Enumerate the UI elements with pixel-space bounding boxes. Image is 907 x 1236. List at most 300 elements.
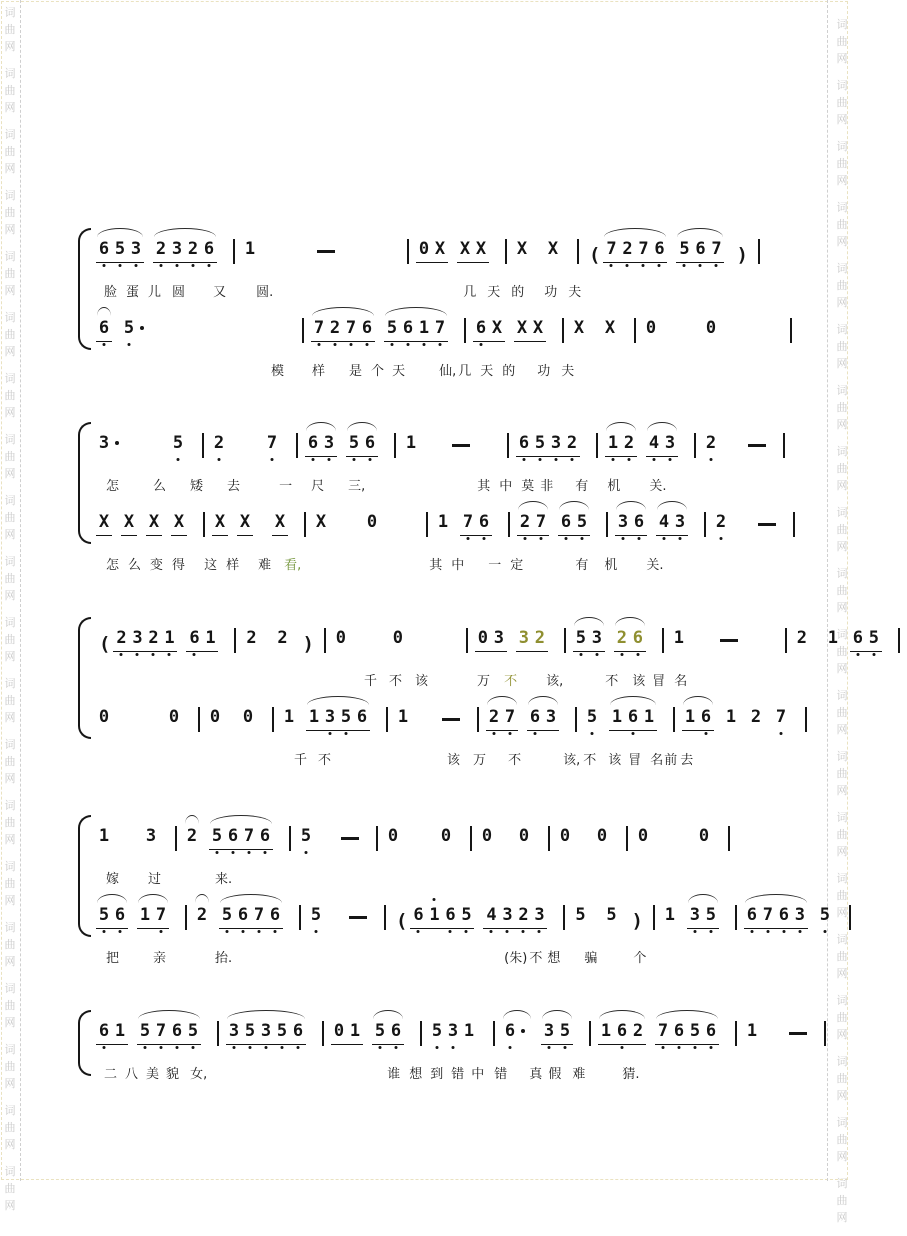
watermark-text — [3, 675, 17, 726]
low-octave-dot — [439, 343, 442, 346]
note-digit: 7 — [710, 239, 722, 259]
note-group — [146, 512, 162, 536]
barline — [735, 905, 737, 930]
watermark-char: 词 — [4, 1165, 16, 1178]
slur-arc — [745, 894, 807, 903]
low-octave-dot — [177, 458, 180, 461]
beat-x: X — [491, 318, 503, 338]
barline — [704, 512, 706, 537]
slur-arc — [656, 1010, 718, 1019]
note-group — [573, 628, 605, 652]
low-octave-dot — [265, 1046, 268, 1049]
watermark-char: 网 — [4, 101, 16, 114]
note-digit: 5 — [221, 905, 233, 925]
watermark-char: 曲 — [836, 584, 848, 597]
note-group — [96, 826, 112, 847]
lyric: 不 — [605, 674, 619, 689]
low-octave-dot — [480, 343, 483, 346]
lyric: 夫 — [561, 364, 575, 379]
watermark-char: 词 — [4, 1104, 16, 1117]
watermark-char: 网 — [4, 284, 16, 297]
note-group — [687, 905, 719, 929]
lyric: (朱) — [504, 951, 528, 966]
low-octave-dot — [119, 264, 122, 267]
note-digit: 1 — [114, 1021, 126, 1041]
note-digit: 4 — [485, 905, 497, 925]
watermark-char: 网 — [836, 1211, 848, 1224]
note-digit: 6 — [98, 318, 110, 338]
watermark-char: 词 — [4, 738, 16, 751]
lyric: 名 — [650, 753, 664, 768]
page-border-frame — [1, 1, 848, 1180]
music-line — [96, 305, 808, 360]
barline — [589, 1021, 591, 1046]
slur-arc — [657, 501, 687, 510]
slur-arc — [195, 894, 209, 903]
watermark-text — [835, 138, 849, 189]
note-group — [184, 826, 200, 847]
lyric: 过 — [148, 872, 162, 887]
watermark-char: 网 — [4, 345, 16, 358]
slur-arc — [647, 422, 677, 431]
music-system — [96, 420, 808, 578]
note-digit: 5 — [868, 628, 880, 648]
slur-arc — [97, 894, 127, 903]
barline — [233, 239, 235, 264]
watermark-char: 网 — [836, 723, 848, 736]
note-digit: 6 — [504, 1021, 516, 1041]
beat-x: X — [516, 239, 528, 259]
note-digit: 3 — [131, 628, 143, 648]
note-digit: 6 — [673, 1021, 685, 1041]
watermark-char: 词 — [4, 494, 16, 507]
low-octave-dot — [534, 732, 537, 735]
note-digit: 6 — [444, 905, 456, 925]
note-group — [483, 905, 547, 929]
note-digit: 1 — [684, 707, 696, 727]
watermark-char: 网 — [836, 174, 848, 187]
note-digit: 6 — [529, 707, 541, 727]
system-bracket — [78, 422, 91, 544]
low-octave-dot — [465, 930, 468, 933]
rest-zero: 0 — [98, 707, 110, 727]
low-octave-dot — [423, 343, 426, 346]
low-octave-dot — [683, 264, 686, 267]
barline — [322, 1021, 324, 1046]
note-digit: 1 — [205, 628, 216, 648]
note-digit: 2 — [115, 628, 127, 648]
music-system — [96, 615, 880, 773]
lyric: 非 — [540, 479, 554, 494]
lyric: 机 — [604, 558, 618, 573]
watermark-char: 词 — [836, 323, 848, 336]
barline — [477, 707, 479, 732]
slur-arc — [220, 894, 282, 903]
watermark-char: 网 — [4, 223, 16, 236]
note-digit: 5 — [606, 905, 617, 925]
note-digit: 7 — [434, 318, 446, 338]
low-octave-dot — [653, 458, 656, 461]
watermark-char: 词 — [836, 79, 848, 92]
note-group — [211, 433, 227, 454]
note-digit: 3 — [130, 239, 142, 259]
slur-arc — [559, 501, 589, 510]
note-group — [635, 826, 651, 847]
note-digit: 1 — [139, 905, 151, 925]
lyric-line — [96, 281, 808, 305]
note-group — [137, 1021, 201, 1045]
lyric: 变 — [150, 558, 164, 573]
watermark-char: 曲 — [836, 96, 848, 109]
note-group — [209, 826, 273, 850]
barline — [296, 433, 298, 458]
low-octave-dot — [780, 732, 783, 735]
barline — [824, 1021, 826, 1046]
note-group — [274, 628, 290, 649]
note-group — [313, 512, 329, 533]
note-group — [384, 318, 448, 342]
watermark-text — [835, 443, 849, 494]
lyric: 模 — [271, 364, 285, 379]
slur-arc — [487, 696, 517, 705]
low-octave-dot — [628, 458, 631, 461]
note-digit: 7 — [313, 318, 325, 338]
watermark-char: 曲 — [4, 23, 16, 36]
note-digit: 2 — [155, 239, 167, 259]
watermark-char: 词 — [4, 128, 16, 141]
low-octave-dot — [669, 458, 672, 461]
watermark-char: 网 — [4, 650, 16, 663]
lyric: 个 — [633, 951, 647, 966]
watermark-char: 曲 — [836, 401, 848, 414]
note-group — [311, 318, 375, 342]
low-octave-dot — [579, 653, 582, 656]
low-octave-dot — [509, 1046, 512, 1049]
note-digit: 3 — [664, 433, 676, 453]
barline — [394, 433, 396, 458]
dash-note — [789, 1032, 807, 1035]
note-digit: 1 — [746, 1021, 758, 1041]
barline — [507, 433, 509, 458]
watermark-column-left — [3, 4, 17, 1224]
note-group — [186, 628, 218, 652]
watermark-char: 网 — [4, 406, 16, 419]
watermark-char: 网 — [836, 845, 848, 858]
watermark-char: 词 — [836, 994, 848, 1007]
watermark-char: 词 — [836, 811, 848, 824]
note-group — [571, 318, 587, 339]
low-octave-dot — [264, 851, 267, 854]
note-digit: 3 — [501, 905, 513, 925]
note-group — [429, 1021, 477, 1042]
barline — [299, 905, 301, 930]
note-digit: 6 — [292, 1021, 304, 1041]
rest-zero: 0 — [333, 1021, 345, 1041]
low-octave-dot — [564, 1046, 567, 1049]
note-group — [603, 905, 619, 926]
note-digit: 3 — [533, 905, 545, 925]
note-digit: 1 — [418, 318, 430, 338]
rest-zero: 0 — [596, 826, 608, 846]
watermark-char: 词 — [836, 140, 848, 153]
low-octave-dot — [522, 930, 525, 933]
watermark-text — [3, 858, 17, 909]
watermark-char: 词 — [4, 372, 16, 385]
watermark-char: 曲 — [836, 1072, 848, 1085]
note-digit: 2 — [519, 512, 531, 532]
watermark-char: 曲 — [836, 645, 848, 658]
lyric: 天 — [487, 285, 501, 300]
note-digit: 5 — [300, 826, 312, 846]
lyric: 前 — [664, 753, 678, 768]
watermark-text — [835, 931, 849, 982]
slur-arc — [138, 1010, 200, 1019]
dash-note — [748, 444, 766, 447]
barline — [304, 512, 306, 537]
lyric: 冒 — [628, 753, 642, 768]
low-octave-dot — [176, 1046, 179, 1049]
lyric-line — [96, 749, 808, 773]
beat-x: X — [516, 318, 528, 338]
note-group — [516, 628, 548, 652]
beat-x: X — [532, 318, 544, 338]
watermark-char: 网 — [836, 601, 848, 614]
slur-arc — [688, 894, 718, 903]
watermark-char: 词 — [836, 18, 848, 31]
note-digit: 2 — [705, 433, 717, 453]
watermark-text — [835, 748, 849, 799]
note-group — [212, 512, 228, 536]
lyric: 脸 — [104, 285, 118, 300]
low-octave-dot — [192, 1046, 195, 1049]
note-group — [153, 239, 217, 263]
lyric: 该 — [632, 674, 646, 689]
system-bracket — [78, 617, 91, 739]
low-octave-dot — [192, 264, 195, 267]
note-digit: 3 — [794, 905, 806, 925]
music-line — [96, 892, 831, 947]
note-group — [96, 905, 128, 929]
watermark-char: 词 — [4, 616, 16, 629]
low-octave-dot — [710, 458, 713, 461]
rest-zero: 0 — [335, 628, 347, 648]
note-digit: 7 — [462, 512, 474, 532]
slur-arc — [347, 422, 377, 431]
barline — [426, 512, 428, 537]
low-octave-dot — [160, 264, 163, 267]
note-digit: 6 — [171, 1021, 183, 1041]
note-digit: 3 — [617, 512, 629, 532]
watermark-char: 词 — [836, 750, 848, 763]
music-line — [96, 694, 808, 749]
low-octave-dot — [467, 537, 470, 540]
note-digit: 5 — [310, 905, 322, 925]
watermark-text — [3, 126, 17, 177]
note-digit: 2 — [488, 707, 500, 727]
low-octave-dot — [610, 264, 613, 267]
lyric: 不 — [504, 674, 518, 689]
lyric: 谁 — [387, 1067, 401, 1082]
low-octave-dot — [103, 264, 106, 267]
note-digit: 6 — [356, 707, 368, 727]
slur-arc — [677, 228, 723, 237]
note-group — [557, 826, 573, 847]
watermark-char: 网 — [836, 479, 848, 492]
lyric: 天 — [480, 364, 494, 379]
low-octave-dot — [798, 930, 801, 933]
note-digit: 2 — [147, 628, 159, 648]
lyric: 么 — [128, 558, 142, 573]
lyric: 三, — [348, 479, 366, 494]
lyric: 中 — [499, 479, 513, 494]
note-digit: 5 — [340, 707, 352, 727]
watermark-char: 词 — [836, 1116, 848, 1129]
note-digit: 1 — [600, 1021, 612, 1041]
note-group — [171, 512, 187, 536]
watermark-char: 曲 — [836, 706, 848, 719]
note-group — [475, 628, 507, 652]
lyric: 真 — [529, 1067, 543, 1082]
note-digit: 3 — [145, 826, 157, 846]
watermark-char: 曲 — [4, 389, 16, 402]
low-octave-dot — [548, 1046, 551, 1049]
barline — [758, 239, 760, 264]
music-system — [96, 1008, 808, 1087]
watermark-char: 曲 — [836, 35, 848, 48]
watermark-char: 网 — [836, 1089, 848, 1102]
note-digit: 5 — [348, 433, 360, 453]
watermark-char: 网 — [836, 540, 848, 553]
note-digit: 2 — [534, 628, 546, 648]
beat-x: X — [173, 512, 185, 532]
watermark-char: 词 — [4, 67, 16, 80]
slur-arc — [604, 228, 666, 237]
note-digit: 5 — [98, 905, 110, 925]
lyric: 千 — [294, 753, 308, 768]
watermark-char: 词 — [836, 384, 848, 397]
low-octave-dot — [620, 653, 623, 656]
lyric: 骗 — [584, 951, 598, 966]
watermark-char: 曲 — [4, 877, 16, 890]
note-digit: 5 — [819, 905, 831, 925]
lyric: 去 — [680, 753, 694, 768]
watermark-char: 曲 — [4, 1182, 16, 1195]
music-line — [96, 1008, 808, 1063]
watermark-char: 网 — [4, 894, 16, 907]
note-group — [676, 239, 724, 263]
note-digit: 1 — [827, 628, 839, 648]
watermark-char: 词 — [4, 921, 16, 934]
note-group — [602, 318, 618, 339]
low-octave-dot — [710, 1046, 713, 1049]
watermark-char: 词 — [836, 1055, 848, 1068]
lyric: 有 — [575, 479, 589, 494]
barline — [564, 628, 566, 653]
lyric: 关. — [649, 479, 667, 494]
barline — [626, 826, 628, 851]
note-group — [457, 239, 489, 263]
paren: ) — [736, 244, 748, 266]
watermark-column-right — [835, 16, 849, 1236]
note-group — [264, 433, 280, 454]
low-octave-dot — [135, 264, 138, 267]
note-group — [662, 905, 678, 926]
watermark-char: 曲 — [836, 157, 848, 170]
note-digit: 7 — [243, 826, 255, 846]
beat-x: X — [475, 239, 487, 259]
note-digit: 5 — [172, 433, 184, 453]
note-digit: 3 — [98, 433, 110, 453]
watermark-char: 曲 — [836, 889, 848, 902]
watermark-text — [3, 1041, 17, 1092]
note-digit: 6 — [700, 707, 712, 727]
low-octave-dot — [407, 343, 410, 346]
lyric: 关. — [646, 558, 664, 573]
beat-x: X — [434, 239, 446, 259]
note-digit: 3 — [674, 512, 686, 532]
lyric: 万 — [477, 674, 491, 689]
note-group — [850, 628, 882, 652]
slur-arc — [210, 815, 272, 824]
low-octave-dot — [168, 653, 171, 656]
note-group — [558, 512, 590, 536]
watermark-text — [835, 504, 849, 555]
note-digit: 2 — [186, 826, 198, 846]
barline — [493, 1021, 495, 1046]
lyric-line — [96, 475, 808, 499]
note-group — [598, 1021, 646, 1045]
lyric: 不 — [389, 674, 403, 689]
watermark-char: 网 — [4, 528, 16, 541]
note-digit: 4 — [658, 512, 670, 532]
lyric: 去 — [227, 479, 241, 494]
barline — [898, 628, 900, 653]
watermark-char: 词 — [836, 506, 848, 519]
watermark-text — [835, 199, 849, 250]
dash-note — [720, 639, 738, 642]
barline — [606, 512, 608, 537]
barline — [407, 239, 409, 264]
watermark-char: 曲 — [836, 1194, 848, 1207]
system-bracket — [78, 815, 91, 937]
watermark-text — [835, 16, 849, 67]
barline — [793, 512, 795, 537]
watermark-char: 词 — [4, 677, 16, 690]
lyric: 的 — [511, 285, 525, 300]
rest-zero: 0 — [392, 628, 404, 648]
slur-arc — [503, 1010, 531, 1019]
watermark-char: 词 — [4, 860, 16, 873]
low-octave-dot — [329, 732, 332, 735]
low-octave-dot — [509, 732, 512, 735]
music-line — [96, 813, 808, 868]
lyric: 来. — [215, 872, 233, 887]
note-digit: 7 — [605, 239, 617, 259]
note-digit: 2 — [277, 628, 288, 648]
rest-zero: 0 — [366, 512, 378, 532]
low-octave-dot — [136, 653, 139, 656]
watermark-char: 网 — [4, 833, 16, 846]
low-octave-dot — [318, 343, 321, 346]
lyric: 错 — [451, 1067, 465, 1082]
lyric: 把 — [106, 951, 120, 966]
watermark-char: 曲 — [836, 279, 848, 292]
note-group — [207, 707, 223, 728]
watermark-text — [3, 65, 17, 116]
note-digit: 3 — [493, 628, 505, 648]
low-octave-dot — [176, 264, 179, 267]
paren: ( — [99, 633, 111, 655]
